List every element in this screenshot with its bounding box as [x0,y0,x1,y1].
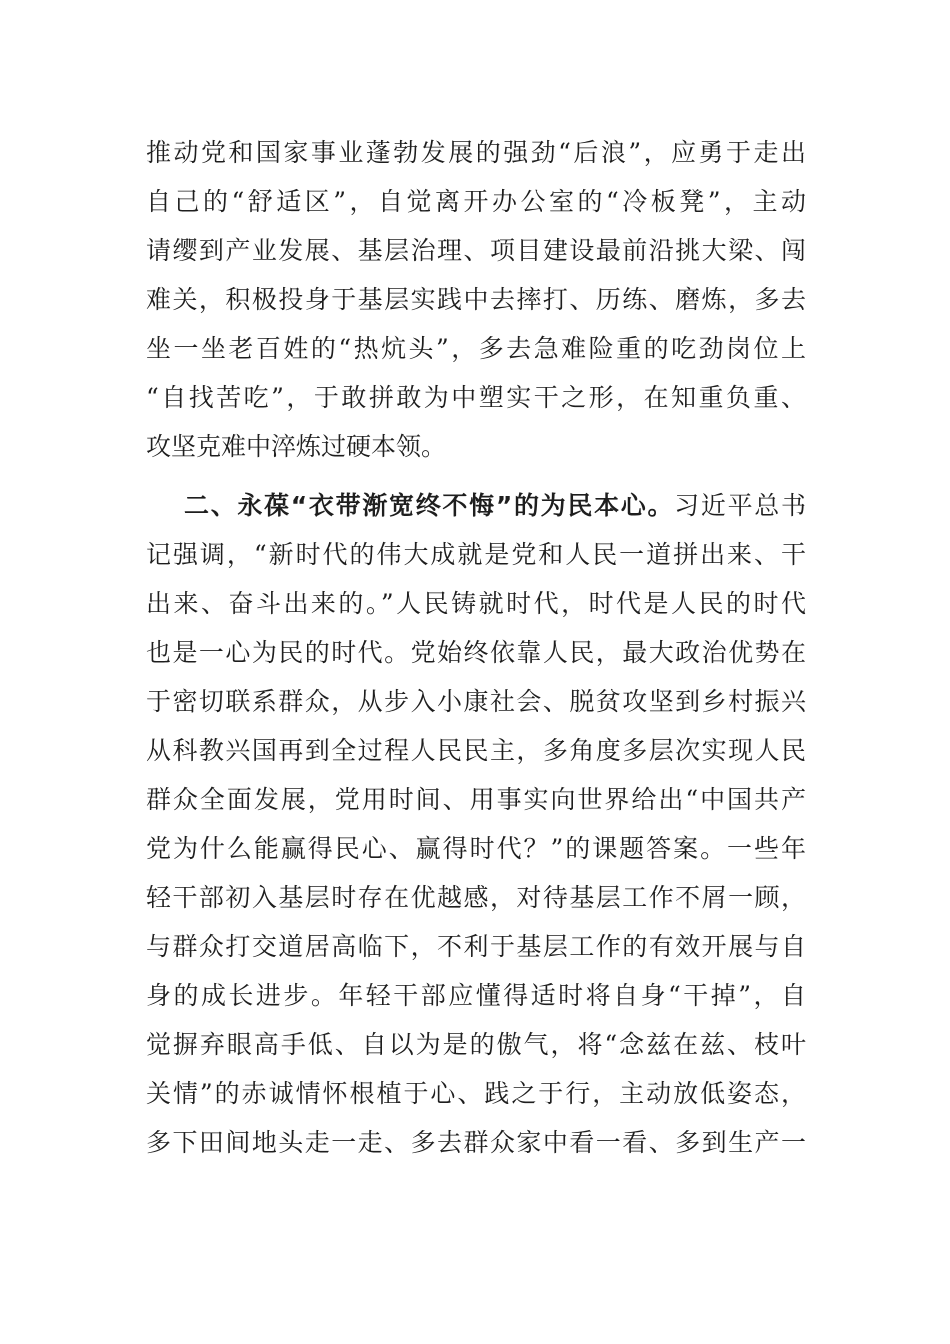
text-span: 习近平总书 [674,491,806,520]
text-line: 身的成长进步。年轻干部应懂得适时将自身“干掉”，自 [146,981,806,1010]
text-line: 出来、奋斗出来的。”人民铸就时代，时代是人民的时代 [146,589,806,618]
text-line: 自己的“舒适区”，自觉离开办公室的“冷板凳”，主动 [146,187,806,216]
text-line: 推动党和国家事业蓬勃发展的强劲“后浪”，应勇于走出 [146,138,806,167]
text-line: 从科教兴国再到全过程人民民主，多角度多层次实现人民 [146,736,806,765]
text-line: 记强调，“新时代的伟大成就是党和人民一道拼出来、干 [146,540,806,569]
paragraph-2-first-line [184,486,806,526]
text-line: “自找苦吃”，于敢拼敢为中塑实干之形，在知重负重、 [146,383,806,412]
text-line: 坐一坐老百姓的“热炕头”，多去急难险重的吃劲岗位上 [146,334,806,363]
text-line: 关情”的赤诚情怀根植于心、践之于行，主动放低姿态， [146,1079,806,1108]
text-line: 也是一心为民的时代。党始终依靠人民，最大政治优势在 [146,638,806,667]
text-line: 与群众打交道居高临下，不利于基层工作的有效开展与自 [146,932,806,961]
text-line: 多下田间地头走一走、多去群众家中看一看、多到生产一 [146,1128,806,1157]
text-line: 党为什么能赢得民心、赢得时代？”的课题答案。一些年 [146,834,806,863]
text-line: 群众全面发展，党用时间、用事实向世界给出“中国共产 [146,785,806,814]
text-line: 于密切联系群众，从步入小康社会、脱贫攻坚到乡村振兴 [146,687,806,716]
text-line: 觉摒弃眼高手低、自以为是的傲气，将“念兹在兹、枝叶 [146,1030,806,1059]
section-heading: 二、永葆“衣带渐宽终不悔”的为民本心。 [184,491,675,520]
text-line: 轻干部初入基层时存在优越感，对待基层工作不屑一顾， [146,883,806,912]
text-line: 攻坚克难中淬炼过硬本领。 [146,432,447,461]
text-line: 请缨到产业发展、基层治理、项目建设最前沿挑大梁、闯 [146,236,806,265]
text-line: 难关，积极投身于基层实践中去摔打、历练、磨炼，多去 [146,285,806,314]
